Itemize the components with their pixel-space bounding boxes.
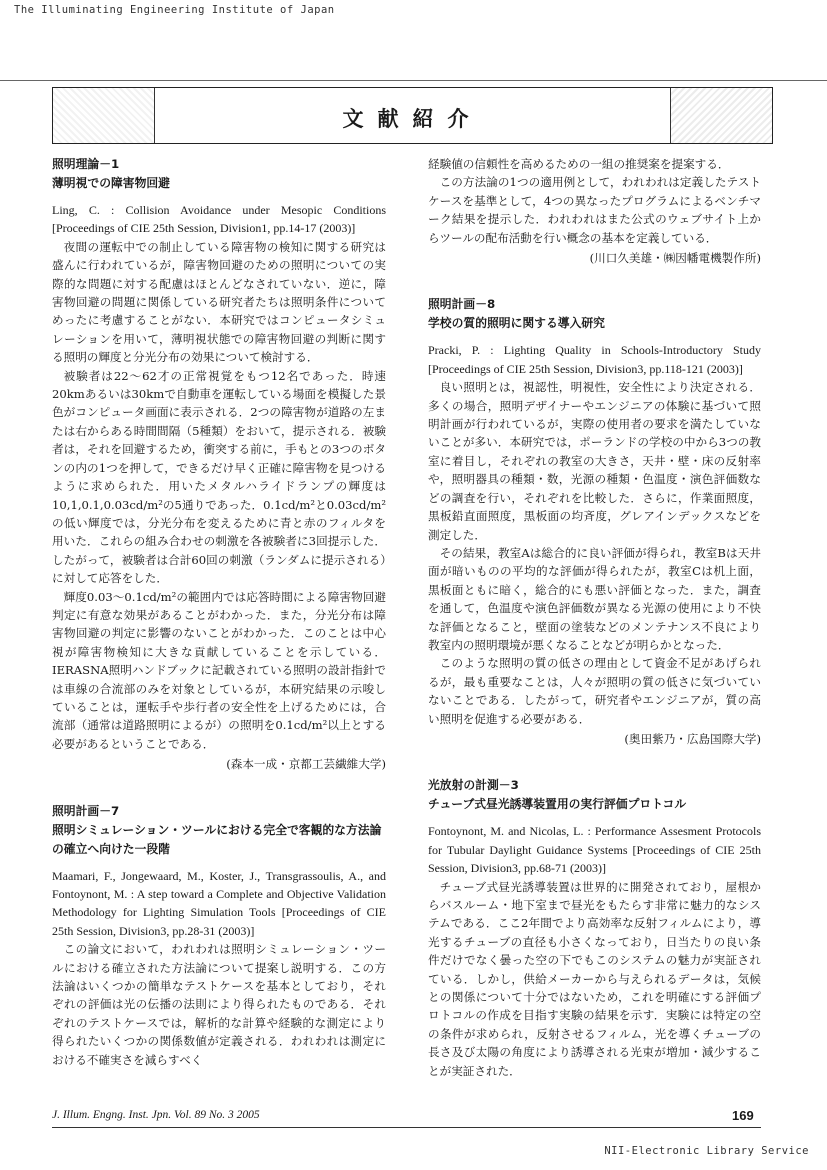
paragraph: 輝度0.03〜0.1cd/m²の範囲内では応答時間による障害物回避判定に有意な効果があることがわかった．また，分光分布は障害物回避の判定に影響のないことがわかった．このことは中心視が障害物検知に大きな貢献していることを示している．IERASNA照明ハンドブックに記載されている照明の設計指針では車線の合流部のみを対象としているが，本研究結果の示唆していることは，運転手や歩行者の安全性を上げるためには，合流部（通常は道路照明によるが）の照明を0.1cd/m²以上とする必要があるということである．: [52, 589, 386, 751]
reviewer-signature: (川口久美雄・㈱因幡電機製作所): [589, 251, 761, 266]
page-title: 文献紹介: [342, 107, 483, 131]
paragraph: その結果，教室Aは総合的に良い評価が得られ，教室Bは天井面が暗いものの平均的な評価が得られたが，教室Cは机上面，黒板面ともに暗く，総合的にも悪い評価となった．また，調査を通して，色温度や演色評価数が異なる光源の使用により不快な評価となること，壁面の塗装などのメンテナンス不良により教室内の照明環境が悪くなることなどが明らかとなった．: [428, 545, 761, 652]
reviewer-signature: (森本一成・京都工芸繊維大学): [226, 757, 386, 772]
section-title: 照明シミュレーション・ツールにおける完全で客観的な方法論の確立へ向けた一段階: [52, 822, 382, 856]
library-footer: NII-Electronic Library Service: [604, 1145, 809, 1157]
citation: Fontoynont, M. and Nicolas, L. : Performance Assesment Protocols for Tubular Daylight Guidance Systems [Proceedings of CIE 25th Session, Division3, pp.68-71 (2003)]: [428, 824, 761, 876]
title-box: [52, 87, 773, 144]
page-number: 169: [732, 1108, 754, 1123]
paragraph: 夜間の運転中での制止している障害物の検知に関する研究は盛んに行われているが，障害物回避のための照明についての実際的な問題に対する配慮はほとんどなされていない．逆に，障害物回避の問題に関係している研究者たちは照明条件についてめったに考慮することがない．本研究ではコンピュータシミュレーションを用いて，薄明視状態での障害物回避の判断に関する照明の輝度と分光分布の効果について検討する．: [52, 239, 386, 365]
paragraph: この論文において，われわれは照明シミュレーション・ツールにおける確立された方法論について提案し説明する．この方法論はいくつかの簡単なテストケースを基本としており，それぞれの評価は光の伝播の法則により得られたものである．それぞれのテストケースでは，解析的な計算や経験的な測定により得られたいくつかの関係数値が定義される．われわれは測定における不確実さを減らすべく: [52, 942, 386, 1067]
footer-rule: [52, 1127, 761, 1128]
paragraph: 被験者は22〜62才の正常視覚をもつ12名であった．時速20kmあるいは30kmで自動車を運転している場面を模擬した景色がコンピュータ画面に表示される．2つの障害物が道路の左または右からある時間間隔（5種類）をおいて，提示される．被験者は，それを回避するため，衝突する前に，手もとの3つのボタンの内の1つを押して，できるだけ早く正確に障害物を見つけるように求められた．用いたメタルハライドランプの輝度は10,1,0.1,0.03cd/m²の5通りであった．0.1cd/m²と0.03cd/m²の低い輝度では，分光分布を変えるために青と赤のフィルタを用いた．これらの組み合わせの刺激を各被験者に3回提示した．したがって，被験者は合計60回の刺激（ランダムに提示される）に対して応答をした．: [52, 368, 386, 586]
article-maamari-continued: [428, 155, 761, 267]
paragraph: 経験値の信頼性を高めるための一組の推奨案を提案する．: [428, 157, 730, 171]
paragraph: チューブ式昼光誘導装置は世界的に開発されており，屋根からバスルーム・地下室まで昼光をもたらす非常に魅力的なシステムである．ここ2年間でより高効率な反射フィルムにより，導光するチューブの直径も小さくなっており，日当たりの良い条件だけでなく曇った空の下でもこのシステムの魅力が実証されている．しかし，供給メーカーから与えられるデータは，気候との関係について十分ではないため，これを明確にする評価プロトコルの作成を目指す実験の結果を示す．実験には特定の空の条件が求められ，反射させるフィルム，光を導くチューブの長さ及び太陽の角度により誘導される光束が増加・減少することが実証された．: [428, 879, 761, 1078]
article-pracki: [428, 295, 761, 748]
article-fontoynont: [428, 776, 761, 1080]
citation: Ling, C. : Collision Avoidance under Mesopic Conditions [Proceedings of CIE 25th Session, Division1, pp.14-17 (2003)]: [52, 203, 386, 236]
paragraph: 良い照明とは，視認性，明視性，安全性により決定される．多くの場合，照明デザイナーやエンジニアの体験に基づいて照明計画が行われているが，実際の使用者の要求を満たしていないことが多い．本研究では，ポーランドの学校の中から3つの教室に着目し，それぞれの教室の大きさ，天井・壁・床の反射率や，照明器具の種類・数，光源の種類・色温度・演色評価数などの調査を行い，それぞれを比較した．さらに，作業面照度，黒板鉛直面照度，黒板面の均斉度，グレアインデックスなどを測定した．: [428, 380, 761, 542]
section-category: 光放射の計測－3: [428, 778, 519, 793]
paragraph: このような照明の質の低さの理由として資金不足があげられるが，最も重要なことは，人々が照明の質の低さに気づいていないことである．したがって，研究者やエンジニアが，質の高い照明を促進する必要がある．: [428, 656, 761, 726]
article-maamari: [52, 802, 386, 1069]
header-rule: [0, 80, 827, 81]
section-title: チューブ式昼光誘導装置用の実行評価プロトコル: [428, 797, 687, 812]
citation: Pracki, P. : Lighting Quality in Schools-Introductory Study [Proceedings of CIE 25th Session, Division3, pp.118-121 (2003)]: [428, 343, 761, 376]
reviewer-signature: (奥田紫乃・広島国際大学): [624, 731, 761, 746]
section-category: 照明理論－1: [52, 157, 120, 171]
paragraph: この方法論の1つの適用例として，われわれは定義したテストケースを基準として，4つの異なったプログラムによるベンチマーク結果を提示した．われわれはまた公式のウェブサイト上からツールの配布活動を行い概念の基本を定義している．: [428, 175, 761, 245]
title-decoration-right: [670, 88, 772, 143]
institute-header: The Illuminating Engineering Institute of Japan: [14, 4, 335, 16]
journal-citation: J. Illum. Engng. Inst. Jpn. Vol. 89 No. 3 2005: [52, 1109, 260, 1121]
left-column: [52, 155, 386, 1069]
article-ling: [52, 155, 386, 774]
section-category: 照明計画－7: [52, 803, 120, 818]
section-title: 薄明視での障害物回避: [52, 176, 170, 190]
section-category: 照明計画－8: [428, 297, 496, 312]
section-title: 学校の質的照明に関する導入研究: [428, 316, 605, 331]
citation: Maamari, F., Jongewaard, M., Koster, J., Transgrassoulis, A., and Fontoynont, M. : A step toward a Complete and Objective Validation Methodology for Lighting Simulation Tools [Proceedings of CIE 25th Session, Division3, pp.28-31 (2003)]: [52, 868, 386, 938]
right-column: [428, 155, 761, 1080]
